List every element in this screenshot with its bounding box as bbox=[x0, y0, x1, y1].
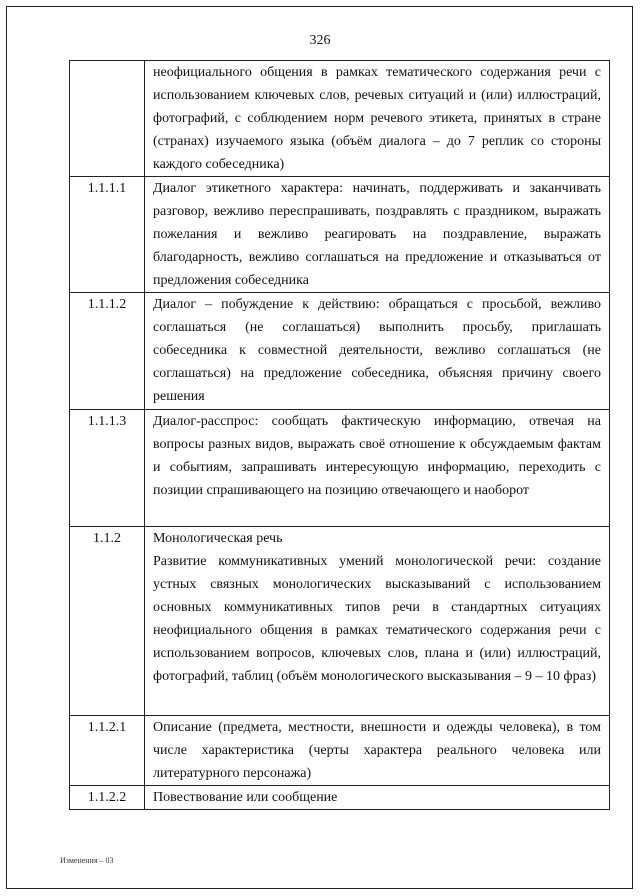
row-body: Развитие коммуникативных умений монологической речи: создание устных связных монологических высказываний с использованием основных коммуникативных типов речи в стандартных ситуациях неофициального общения в рамках тематического содержания речи с использованием вопросов, ключевых слов, плана и (или) иллюстраций, фотографий, таблиц (объём монологического высказывания – 9 – 10 фраз) bbox=[153, 554, 601, 684]
row-number: 1.1.1.3 bbox=[70, 410, 145, 527]
row-text bbox=[145, 786, 610, 810]
row-number: 1.1.2.2 bbox=[70, 786, 145, 810]
page-number: 326 bbox=[309, 33, 331, 48]
row-number: 1.1.2 bbox=[70, 527, 145, 716]
row-body: Повествование или сообщение bbox=[153, 790, 338, 805]
row-text bbox=[145, 177, 610, 293]
row-number: 1.1.2.1 bbox=[70, 716, 145, 786]
row-text bbox=[145, 410, 610, 527]
table-row bbox=[70, 786, 610, 810]
footer-note: Изменения – 03 bbox=[60, 856, 114, 865]
row-text bbox=[145, 293, 610, 410]
row-body: Диалог – побуждение к действию: обращаться с просьбой, вежливо соглашаться (не соглашаться) выполнить просьбу, приглашать собеседника к совместной деятельности, вежливо соглашаться (не соглашаться) на предложение собеседника, объясняя причину своего решения bbox=[153, 297, 601, 404]
row-body: Описание (предмета, местности, внешности и одежды человека), в том числе характеристика (черты характера реального человека или литературного персонажа) bbox=[153, 720, 601, 781]
table-row bbox=[70, 61, 610, 177]
content-table bbox=[69, 60, 610, 810]
table-row bbox=[70, 716, 610, 786]
row-body: неофициального общения в рамках тематического содержания речи с использованием ключевых слов, речевых ситуаций и (или) иллюстраций, фотографий, с соблюдением норм речевого этикета, принятых в стране (странах) изучаемого языка (объём диалога – до 7 реплик со стороны каждого собеседника) bbox=[153, 65, 601, 172]
row-number: 1.1.1.1 bbox=[70, 177, 145, 293]
table-row bbox=[70, 410, 610, 527]
row-body: Диалог-расспрос: сообщать фактическую информацию, отвечая на вопросы разных видов, выражать своё отношение к обсуждаемым фактам и событиям, запрашивать интересующую информацию, переходить с позиции спрашивающего на позицию отвечающего и наоборот bbox=[153, 414, 601, 498]
row-number: 1.1.1.2 bbox=[70, 293, 145, 410]
table-row bbox=[70, 527, 610, 716]
table-row bbox=[70, 177, 610, 293]
row-text bbox=[145, 61, 610, 177]
row-text bbox=[145, 716, 610, 786]
row-text bbox=[145, 527, 610, 716]
table-row bbox=[70, 293, 610, 410]
row-body: Диалог этикетного характера: начинать, поддерживать и заканчивать разговор, вежливо переспрашивать, поздравлять с праздником, выражать пожелания и вежливо реагировать на поздравление, выражать благодарность, вежливо соглашаться на предложение и отказываться от предложения собеседника bbox=[153, 181, 601, 288]
row-heading: Монологическая речь bbox=[153, 531, 283, 546]
row-number bbox=[70, 61, 145, 177]
